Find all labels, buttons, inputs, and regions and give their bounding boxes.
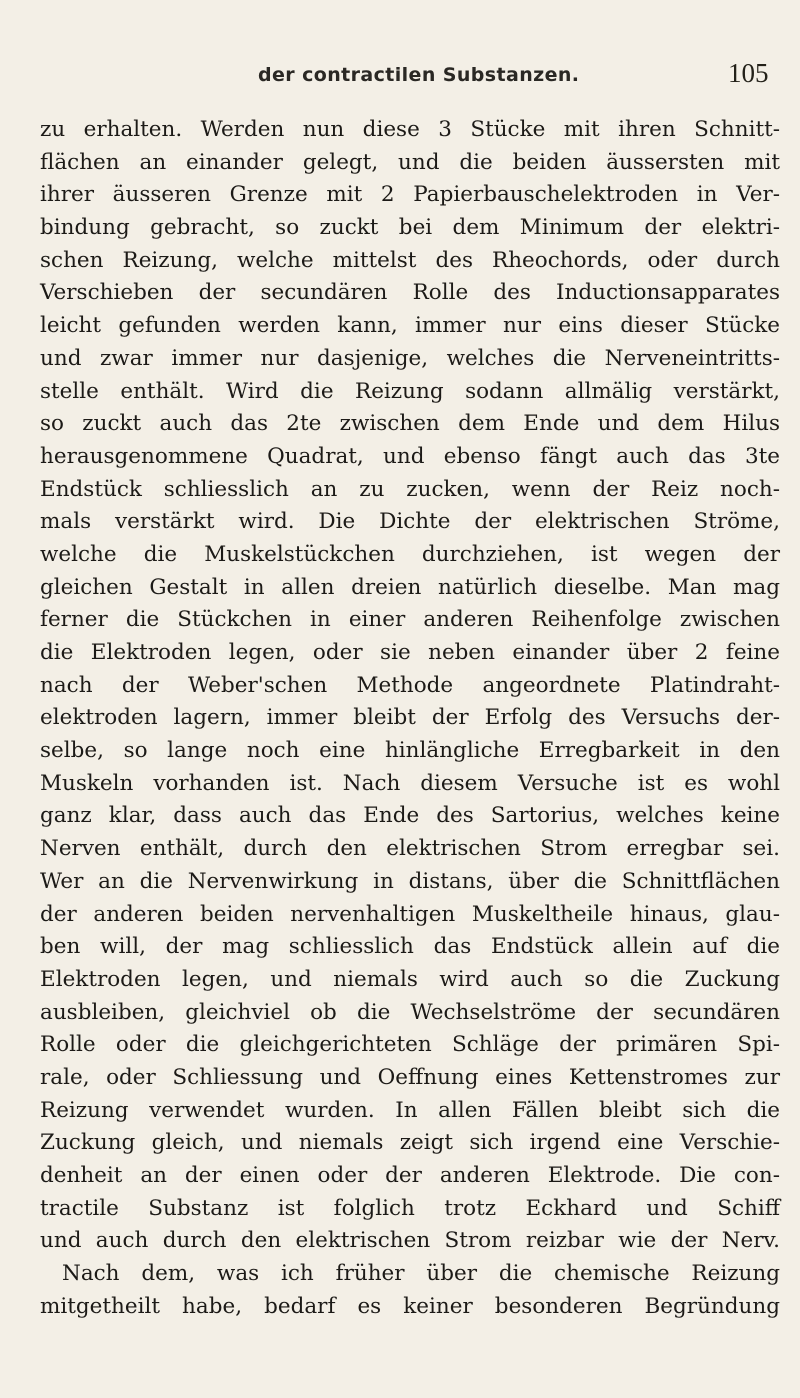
text-line: Rolle oder die gleichgerichteten Schläge der primären Spi-	[40, 1032, 780, 1058]
text-line: rale, oder Schliessung und Oeffnung eines Kettenstromes zur	[40, 1064, 780, 1090]
text-line: denheit an der einen oder der anderen Elektrode. Die con-	[40, 1163, 780, 1188]
text-line: bindung gebracht, so zuckt bei dem Minimum der elektri-	[40, 215, 780, 241]
body-text	[40, 114, 780, 1323]
text-line: gleichen Gestalt in allen dreien natürlich dieselbe. Man mag	[40, 574, 780, 600]
page-number: 105	[728, 58, 769, 88]
text-line: welche die Muskelstückchen durchziehen, ist wegen der	[40, 541, 780, 567]
text-line: Elektroden legen, und niemals wird auch so die Zuckung	[40, 966, 780, 992]
text-line: Endstück schliesslich an zu zucken, wenn der Reiz noch-	[40, 476, 780, 502]
text-line: ben will, der mag schliesslich das Endstück allein auf die	[40, 934, 780, 960]
text-line: ferner die Stückchen in einer anderen Reihenfolge zwischen	[40, 607, 780, 633]
text-line: Nerven enthält, durch den elektrischen Strom erregbar sei.	[40, 836, 780, 862]
text-line: Verschieben der secundären Rolle des Inductionsapparates	[40, 280, 780, 306]
text-line: tractile Substanz ist folglich trotz Eckhard und Schiff	[40, 1195, 780, 1221]
text-line: Muskeln vorhanden ist. Nach diesem Versuche ist es wohl	[40, 770, 780, 796]
text-line: so zuckt auch das 2te zwischen dem Ende und dem Hilus	[40, 411, 780, 437]
text-line: zu erhalten. Werden nun diese 3 Stücke mit ihren Schnitt-	[40, 117, 780, 142]
text-line: der anderen beiden nervenhaltigen Muskeltheile hinaus, glau-	[40, 901, 780, 927]
text-line: stelle enthält. Wird die Reizung sodann allmälig verstärkt,	[40, 378, 780, 404]
text-line: Reizung verwendet wurden. In allen Fällen bleibt sich die	[40, 1097, 780, 1123]
text-line: mals verstärkt wird. Die Dichte der elektrischen Ströme,	[40, 509, 780, 535]
text-line: elektroden lagern, immer bleibt der Erfolg des Versuchs der-	[40, 705, 780, 731]
text-line: die Elektroden legen, oder sie neben einander über 2 feine	[40, 640, 780, 665]
text-line: herausgenommene Quadrat, und ebenso fängt auch das 3te	[40, 443, 780, 469]
running-head: der contractilen Substanzen.	[258, 64, 580, 86]
page-header	[0, 52, 800, 92]
text-line: Wer an die Nervenwirkung in distans, über die Schnittflächen	[40, 868, 780, 894]
text-line: und auch durch den elektrischen Strom reizbar wie der Nerv.	[40, 1228, 780, 1254]
text-line: flächen an einander gelegt, und die beiden äussersten mit	[40, 149, 780, 175]
text-line: nach der Weber'schen Methode angeordnete Platindraht-	[40, 672, 780, 698]
text-line: ihrer äusseren Grenze mit 2 Papierbauschelektroden in Ver-	[40, 182, 780, 208]
text-line: mitgetheilt habe, bedarf es keiner besonderen Begründung	[40, 1293, 780, 1319]
text-line: schen Reizung, welche mittelst des Rheochords, oder durch	[40, 247, 780, 273]
text-line: ganz klar, dass auch das Ende des Sartorius, welches keine	[40, 803, 780, 829]
text-line: und zwar immer nur dasjenige, welches die Nerveneintritts-	[40, 345, 780, 371]
text-line: Zuckung gleich, und niemals zeigt sich irgend eine Verschie-	[40, 1130, 780, 1156]
text-line: leicht gefunden werden kann, immer nur eins dieser Stücke	[40, 313, 780, 339]
text-line: selbe, so lange noch eine hinlängliche Erregbarkeit in den	[40, 738, 780, 764]
text-line: ausbleiben, gleichviel ob die Wechselströme der secundären	[40, 999, 780, 1025]
text-line: Nach dem, was ich früher über die chemische Reizung	[62, 1261, 780, 1287]
